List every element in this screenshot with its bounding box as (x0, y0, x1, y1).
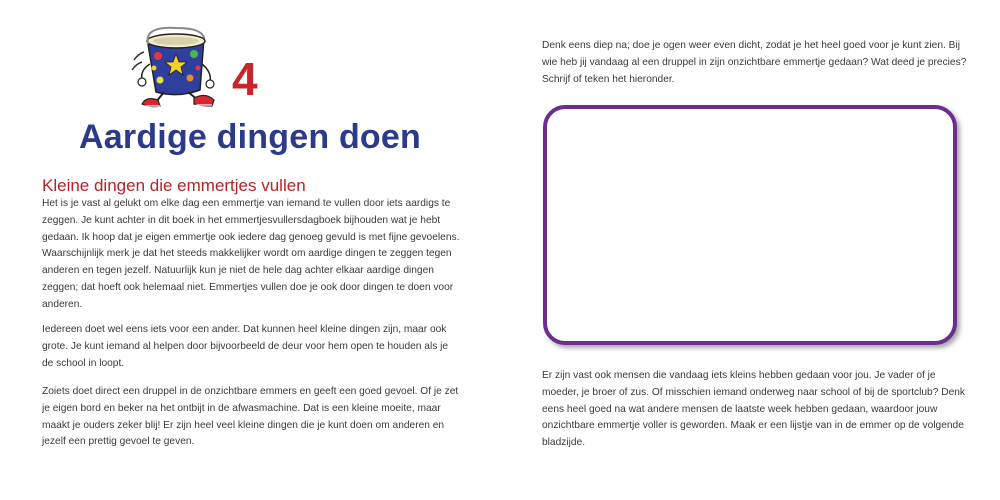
chapter-number: 4 (232, 53, 258, 105)
section-heading: Kleine dingen die emmertjes vullen (42, 176, 306, 195)
outro-paragraph: Er zijn vast ook mensen die vandaag iets kleins hebben gedaan voor jou. Je vader of je moeder, je broer of zus. Of misschien iemand onderweg naar school of bij de sportclub? Denk eens heel goed na wat andere mensen de laatste week hebben gedaan, waardoor jouw onzichtbare emmertje voller is geworden. Maak er een lijstje van in de emmer op de volgende bladzijde. (542, 370, 966, 449)
body-paragraph: Het is je vast al gelukt om elke dag een emmertje van iemand te vullen door iets aardigs te zeggen. Je kunt achter in dit boek in het emmertjesvullersdagboek bijhouden wat je hebt gedaan. Ik hoop dat je eigen emmertje ook iedere dag genoeg gevuld is met fijne gevoelens. Waarschijnlijk merk je dat het steeds makkelijker wordt om aardige dingen te zeggen tegen anderen en tegen jezelf. Natuurlijk kun je niet de hele dag achter elkaar aardige dingen zeggen; dat hoeft ook helemaal niet. Emmertjes vullen doe je ook door dingen te doen voor anderen. (42, 198, 460, 310)
intro-paragraph: Denk eens diep na; doe je ogen weer even dicht, zodat je het heel goed voor je kunt zien. Bij wie heb jij vandaag al een druppel in zijn onzichtbare emmertje gedaan? Wat deed je precies? Schrijf of teken het hieronder. (542, 40, 967, 85)
drawing-writing-box[interactable] (543, 105, 957, 345)
page-title: Aardige dingen doen (79, 118, 421, 156)
body-paragraph: Zoiets doet direct een druppel in de onzichtbare emmers en geeft een goed gevoel. Of je zet je eigen bord en beker na het ontbijt in de afwasmachine. Dat is een kleine moeite, maar maakt je ouders zeker blij! Er zijn heel veel kleine dingen die je kunt doen om anderen en jezelf een prettig gevoel te geven. (42, 386, 459, 448)
bucket-character-icon (126, 24, 238, 110)
right-page (500, 0, 1000, 500)
body-paragraph: Iedereen doet wel eens iets voor een ander. Dat kunnen heel kleine dingen zijn, maar ook grote. Je kunt iemand al helpen door bijvoorbeeld de deur voor hem open te houden als je de school in loopt. (42, 324, 449, 369)
